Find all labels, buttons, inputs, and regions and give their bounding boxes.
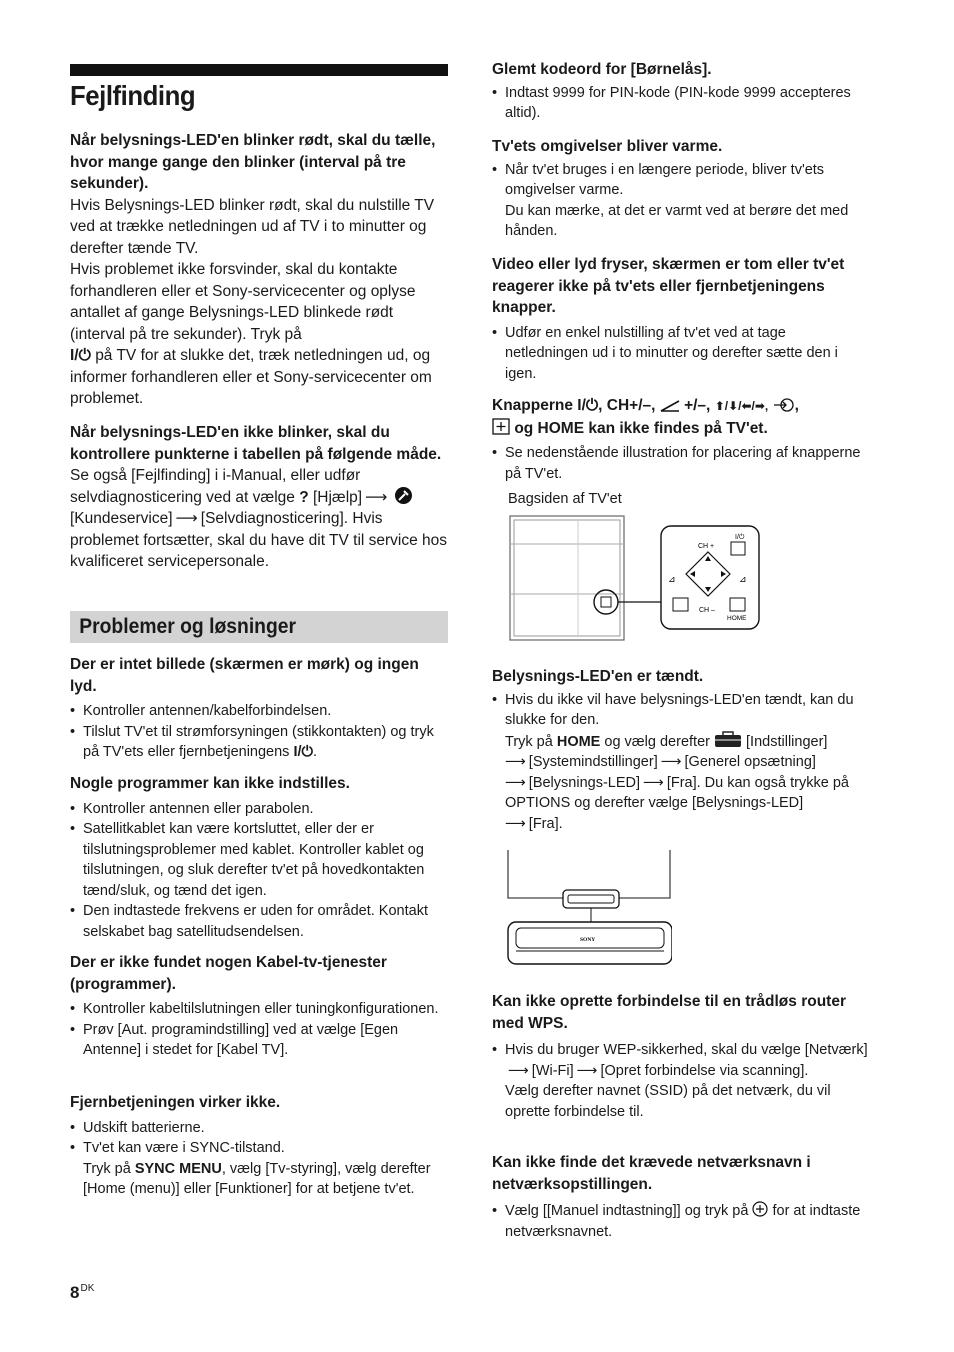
list-item: • Når tv'et bruges i en længere periode, bliver tv'ets omgivelser varme. Du kan mærke, at det er varmt ved at berøre det med hånden. (492, 160, 870, 242)
arrow-icon: ⟶ (508, 1062, 529, 1079)
problem-no-picture (70, 654, 448, 763)
power-icon: I/⏻ (577, 397, 599, 414)
help-icon: ? (299, 488, 309, 506)
svg-text:⊿: ⊿ (739, 574, 747, 584)
problem-remote (70, 1092, 448, 1200)
intro2-heading: Når belysnings-LED'en ikke blinker, skal du kontrollere punkterne i tabellen på følgende måde. (70, 424, 442, 463)
diagram-caption: Bagsiden af TV'et (508, 491, 622, 507)
direction-arrows-icon: ⬆/⬇/⬅/➡, (714, 399, 769, 413)
power-label: I/⏻ (735, 534, 745, 541)
list-item: • Se nedenstående illustration for placering af knapperne på TV'et. (492, 443, 870, 484)
arrow-icon: ⟶ (365, 488, 388, 506)
toolbox-icon (714, 731, 742, 748)
circle-plus-icon (752, 1201, 768, 1217)
sony-logo: SONY (580, 937, 596, 943)
list-item: • Tv'et kan være i SYNC-tilstand. Tryk på SYNC MENU, vælg [Tv-styring], vælg derefter [Home (menu)] eller [Funktioner] for at betjene tv'et. (70, 1138, 448, 1200)
problem-password (492, 59, 870, 124)
list-item: • Udfør en enkel nulstilling af tv'et ved at tage netledningen ud i to minutter og derefter sætte den i igen. (492, 323, 870, 385)
intro2-text: Se også [Fejlfinding] i i-Manual, eller udfør selvdiagnosticering ved at vælge ? [Hjælp] ⟶ [Kundeservice] ⟶ [Selvdiagnosticering]. Hvis problemet fortsætter, skal du have dit TV til service hos kvalificeret servicepersonale. (70, 467, 448, 570)
input-icon (773, 398, 795, 412)
r6-heading: Kan ikke oprette forbindelse til en trådløs router med WPS. (492, 993, 846, 1032)
select-plus-icon (492, 418, 510, 435)
list-item: • Tilslut TV'et til strømforsyningen (stikkontakten) og tryk på TV'ets eller fjernbetjeningens I/⏻. (70, 722, 448, 763)
intro-blinking-red (70, 130, 448, 410)
section-header (70, 611, 448, 643)
title-rule (70, 64, 448, 76)
problem-network-name (492, 1152, 870, 1242)
tv-back-diagram (508, 514, 778, 642)
r1-heading: Glemt kodeord for [Børnelås]. (492, 61, 712, 78)
arrow-icon: ⟶ (505, 815, 526, 832)
problem-programs (70, 773, 448, 942)
intro-not-blinking (70, 422, 448, 573)
list-item: • Den indtastede frekvens er uden for området. Kontakt selskabet bag satellitudsendelsen. (70, 901, 448, 942)
problem-cable (70, 952, 448, 1061)
arrow-icon: ⟶ (175, 510, 198, 527)
list-item: • Satellitkablet kan være kortsluttet, eller der er tilslutningsproblemer med kablet. Kontroller kablet og tilslutningen, og sluk derefter tv'et på hovedkontakten tænd/sluk, og tænd det igen. (70, 819, 448, 901)
problem-led-on (492, 666, 870, 834)
ch-plus-label: CH + (698, 543, 715, 550)
arrow-icon: ⟶ (643, 774, 664, 791)
power-icon: I/⏻ (293, 744, 313, 760)
home-label: HOME (727, 615, 747, 622)
ch-minus-label: CH – (699, 607, 715, 614)
list-item: • Hvis du ikke vil have belysnings-LED'en tændt, kan du slukke for den. Tryk på HOME og vælg derefter [Indstillinger] ⟶ [Systemindstillinger] ⟶ [Generel opsætning] ⟶ [Belysnings-LED] ⟶ [Fra]. Du kan også trykke på OPTIONS og derefter vælge [Belysnings-LED] ⟶ [Fra]. (492, 690, 870, 835)
section-title: Problemer og løsninger (79, 615, 297, 638)
r3-heading: Video eller lyd fryser, skærmen er tom eller tv'et reagerer ikke på tv'ets eller fjernbetjeningens knapper. (492, 256, 845, 316)
problem-buttons (492, 395, 870, 484)
s1-heading: Der er intet billede (skærmen er mørk) og ingen lyd. (70, 656, 419, 695)
problem-warm (492, 136, 870, 242)
intro1-text-b: Hvis problemet ikke forsvinder, skal du kontakte forhandleren eller et Sony-servicecenter og oplyse antallet af gange Belysnings-LED blinkede rødt (interval på tre sekunder). Tryk på I/⏻ på TV for at slukke det, træk netledningen ud, og informer forhandleren eller et Sony-servicecenter om problemet. (70, 261, 432, 407)
arrow-icon: ⟶ (660, 754, 682, 770)
list-item: • Prøv [Aut. programindstilling] ved at vælge [Egen Antenne] i stedet for [Kabel TV]. (70, 1020, 448, 1061)
problem-freeze (492, 254, 870, 384)
s3-heading: Der er ikke fundet nogen Kabel-tv-tjenester (programmer). (70, 954, 387, 993)
intro1-text-a: Hvis Belysnings-LED blinker rødt, skal du nulstille TV ved at trække netledningen ud af TV i to minutter og derefter tænde TV. (70, 196, 435, 257)
page-title: Fejlfinding (70, 80, 196, 111)
s4-heading: Fjernbetjeningen virker ikke. (70, 1094, 281, 1111)
list-item: • Indtast 9999 for PIN-kode (PIN-kode 9999 accepteres altid). (492, 83, 870, 124)
r4-heading: Knapperne I/⏻, CH+/–, +/–, ⬆/⬇/⬅/➡, , og HOME kan ikke findes på TV'et. (492, 397, 799, 437)
intro1-heading: Når belysnings-LED'en blinker rødt, skal du tælle, hvor mange gange den blinker (interval på tre sekunder). (70, 132, 436, 192)
problem-wps (492, 991, 870, 1122)
list-item: • Kontroller kabeltilslutningen eller tuningkonfigurationen. (70, 999, 448, 1020)
list-item: • Vælg [[Manuel indtastning]] og tryk på for at indtaste netværksnavnet. (492, 1201, 870, 1242)
r7-heading: Kan ikke finde det krævede netværksnavn i netværksopstillingen. (492, 1154, 811, 1193)
arrow-icon: ⟶ (505, 774, 526, 791)
wrench-icon (395, 487, 412, 504)
svg-text:⊿: ⊿ (668, 574, 676, 584)
r2-heading: Tv'ets omgivelser bliver varme. (492, 138, 723, 155)
tv-front-led-diagram (506, 850, 672, 968)
s2-heading: Nogle programmer kan ikke indstilles. (70, 775, 350, 792)
list-item: • Kontroller antennen/kabelforbindelsen. (70, 701, 448, 722)
page-number: $8^{DK}$ (70, 1283, 95, 1302)
power-icon: I/⏻ (70, 347, 91, 364)
r5-heading: Belysnings-LED'en er tændt. (492, 668, 704, 685)
arrow-icon: ⟶ (505, 754, 526, 770)
list-item: • Kontroller antennen eller parabolen. (70, 799, 448, 820)
volume-icon (660, 400, 680, 412)
list-item: • Hvis du bruger WEP-sikkerhed, skal du vælge [Netværk]⟶ [Wi-Fi] ⟶ [Opret forbindelse via scanning]. Vælg derefter navnet (SSID) på det netværk, du vil oprette forbindelse til. (492, 1040, 870, 1122)
arrow-icon: ⟶ (576, 1062, 598, 1079)
list-item: • Udskift batterierne. (70, 1118, 448, 1139)
